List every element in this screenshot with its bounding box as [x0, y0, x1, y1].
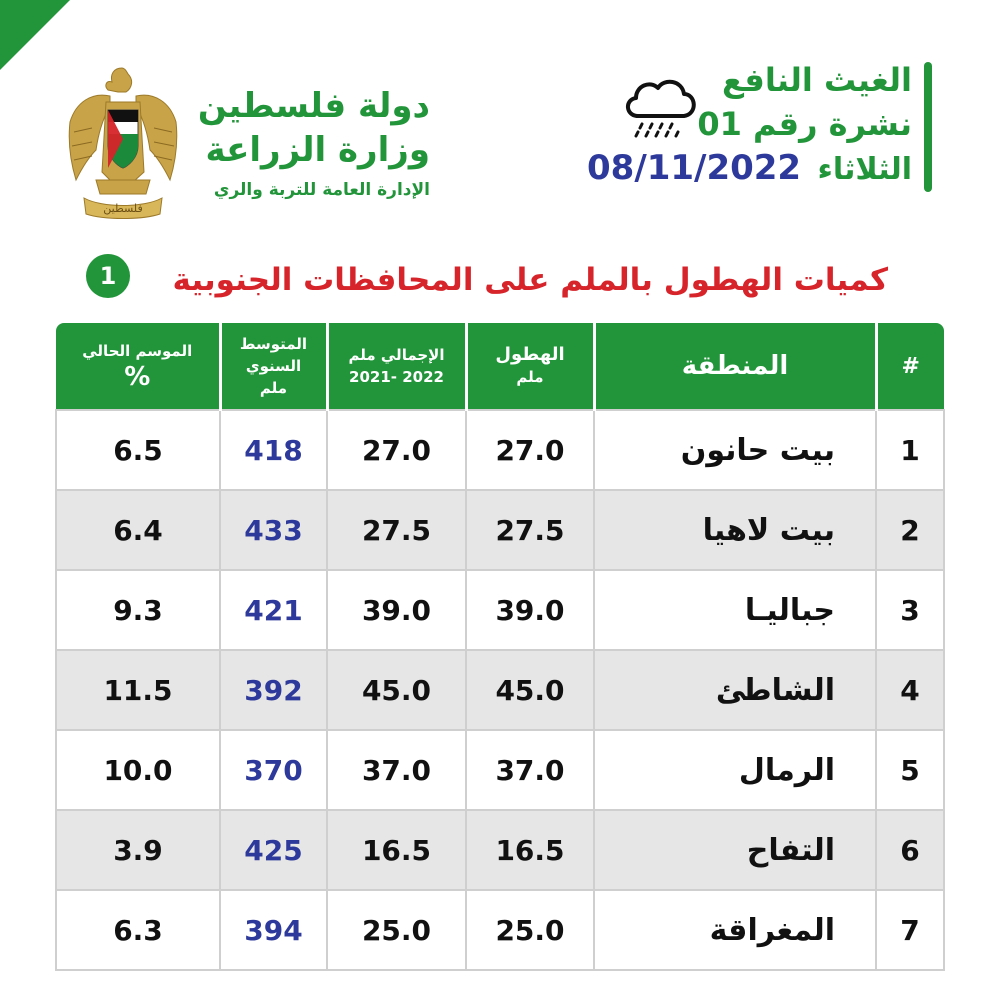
cell-season-pct: 3.9 [56, 810, 220, 890]
corner-decoration [0, 0, 70, 70]
cell-index: 7 [876, 890, 944, 970]
cell-annual-avg: 425 [220, 810, 327, 890]
cell-season-pct: 10.0 [56, 730, 220, 810]
cell-annual-avg: 421 [220, 570, 327, 650]
cell-rainfall: 16.5 [466, 810, 594, 890]
bulletin-title: الغيث النافع [722, 61, 912, 99]
org-department: الإدارة العامة للتربة والري [213, 180, 430, 200]
cell-index: 2 [876, 490, 944, 570]
cell-rainfall: 27.5 [466, 490, 594, 570]
cell-total: 39.0 [327, 570, 466, 650]
section-number-badge: 1 [86, 254, 130, 298]
cell-region: التفاح [594, 810, 876, 890]
table-row [56, 730, 944, 810]
bulletin-number: نشرة رقم 01 [697, 105, 912, 143]
cell-annual-avg: 394 [220, 890, 327, 970]
cell-total: 37.0 [327, 730, 466, 810]
table-header-row [56, 323, 944, 410]
table-row [56, 490, 944, 570]
org-ministry: وزارة الزراعة [205, 130, 430, 170]
cell-annual-avg: 370 [220, 730, 327, 810]
org-country: دولة فلسطين [197, 86, 430, 126]
cell-rainfall: 25.0 [466, 890, 594, 970]
emblem-caption: فلسطين [103, 202, 143, 215]
header-region: المنطقة [594, 323, 876, 410]
header-rainfall: الهطول ملم [466, 323, 594, 410]
bulletin-date-line [572, 146, 912, 192]
cell-season-pct: 6.5 [56, 410, 220, 490]
header-annual-avg: المتوسط السنوي ملم [220, 323, 327, 410]
bulletin-day: الثلاثاء [817, 152, 912, 187]
header-accent-bar [924, 62, 932, 192]
cell-annual-avg: 433 [220, 490, 327, 570]
palestine-emblem-icon [62, 62, 184, 222]
cell-region: بيت لاهيا [594, 490, 876, 570]
table-row [56, 890, 944, 970]
cell-rainfall: 39.0 [466, 570, 594, 650]
cell-season-pct: 6.3 [56, 890, 220, 970]
table-row [56, 570, 944, 650]
table-row [56, 650, 944, 730]
cell-region: المغراقة [594, 890, 876, 970]
cell-total: 45.0 [327, 650, 466, 730]
header-index: # [876, 323, 944, 410]
cell-region: جباليـا [594, 570, 876, 650]
cell-total: 27.0 [327, 410, 466, 490]
cell-total: 27.5 [327, 490, 466, 570]
cell-annual-avg: 418 [220, 410, 327, 490]
cell-annual-avg: 392 [220, 650, 327, 730]
cell-region: الرمال [594, 730, 876, 810]
cell-index: 4 [876, 650, 944, 730]
bulletin-block [572, 58, 912, 192]
header-season-pct: الموسم الحالي % [56, 323, 220, 410]
cell-season-pct: 6.4 [56, 490, 220, 570]
header-total: الإجمالي ملم 2021- 2022 [327, 323, 466, 410]
cell-index: 1 [876, 410, 944, 490]
table-row [56, 810, 944, 890]
cell-season-pct: 9.3 [56, 570, 220, 650]
bulletin-date: 08/11/2022 [587, 148, 802, 188]
section-title: كميات الهطول بالملم على المحافظات الجنوبية [172, 262, 888, 298]
cell-region: بيت حانون [594, 410, 876, 490]
cell-rainfall: 37.0 [466, 730, 594, 810]
cell-index: 3 [876, 570, 944, 650]
cell-total: 16.5 [327, 810, 466, 890]
cell-region: الشاطئ [594, 650, 876, 730]
cell-season-pct: 11.5 [56, 650, 220, 730]
cell-rainfall: 45.0 [466, 650, 594, 730]
cell-index: 6 [876, 810, 944, 890]
rainfall-table [55, 323, 945, 971]
cell-rainfall: 27.0 [466, 410, 594, 490]
table-row [56, 410, 944, 490]
cell-index: 5 [876, 730, 944, 810]
organization-block [190, 84, 430, 208]
cell-total: 25.0 [327, 890, 466, 970]
